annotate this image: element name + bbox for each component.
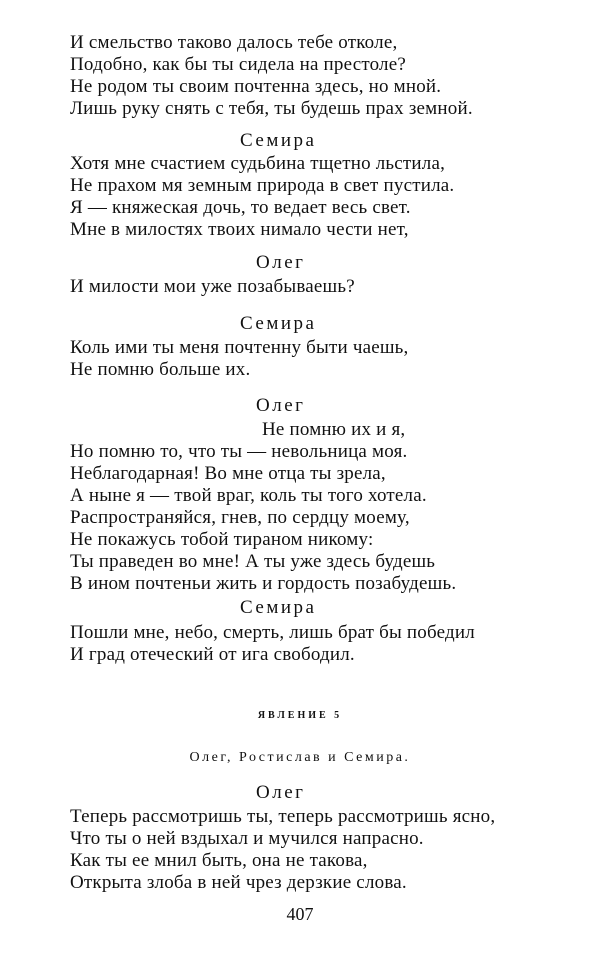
verse-line: Коль ими ты меня почтенну быти чаешь, [70, 337, 409, 358]
verse-line: Распространяйся, гнев, по сердцу моему, [70, 507, 410, 528]
verse-line: Не помню больше их. [70, 359, 251, 380]
verse-line: Не прахом мя земным природа в свет пустила. [70, 175, 455, 196]
verse-line: И милости мои уже позабываешь? [70, 276, 355, 297]
verse-line: В ином почтеньи жить и гордость позабудешь. [70, 573, 457, 594]
verse-line: Открыта злоба в ней чрез дерзкие слова. [70, 872, 407, 893]
scene-heading: ЯВЛЕНИЕ 5 [257, 710, 343, 721]
verse-line: Что ты о ней вздыхал и мучился напрасно. [70, 828, 424, 849]
verse-line: Неблагодарная! Во мне отца ты зрела, [70, 463, 386, 484]
speaker-name: Семира [240, 597, 317, 618]
verse-line: Хотя мне счастием судьбина тщетно льстила, [70, 153, 446, 174]
speaker-name: Семира [240, 130, 317, 151]
verse-line: Не покажусь тобой тираном никому: [70, 529, 374, 550]
verse-line: Ты праведен во мне! А ты уже здесь будешь [70, 551, 436, 572]
verse-line: Мне в милостях твоих нимало чести нет, [70, 219, 409, 240]
verse-line: Подобно, как бы ты сидела на престоле? [70, 54, 407, 75]
speaker-name: Семира [240, 313, 317, 334]
verse-line: Лишь руку снять с тебя, ты будешь прах земной. [70, 98, 473, 119]
speaker-name: Олег [256, 782, 306, 803]
verse-line: И град отеческий от ига свободил. [70, 644, 355, 665]
speaker-name: Олег [256, 395, 306, 416]
speaker-name: Олег [256, 252, 306, 273]
verse-line: И смельство таково далось тебе отколе, [70, 32, 398, 53]
verse-line: Не родом ты своим почтенна здесь, но мной. [70, 76, 442, 97]
page-number: 407 [286, 904, 314, 924]
verse-line: Не помню их и я, [262, 419, 406, 440]
verse-line: Пошли мне, небо, смерть, лишь брат бы победил [70, 622, 475, 643]
scene-cast: Олег, Ростислав и Семира. [189, 750, 411, 765]
verse-line: А ныне я — твой враг, коль ты того хотела. [70, 485, 427, 506]
verse-line: Но помню то, что ты — невольница моя. [70, 441, 408, 462]
verse-line: Теперь рассмотришь ты, теперь рассмотришь ясно, [70, 806, 496, 827]
verse-line: Я — княжеская дочь, то ведает весь свет. [70, 197, 411, 218]
verse-line: Как ты ее мнил быть, она не такова, [70, 850, 368, 871]
